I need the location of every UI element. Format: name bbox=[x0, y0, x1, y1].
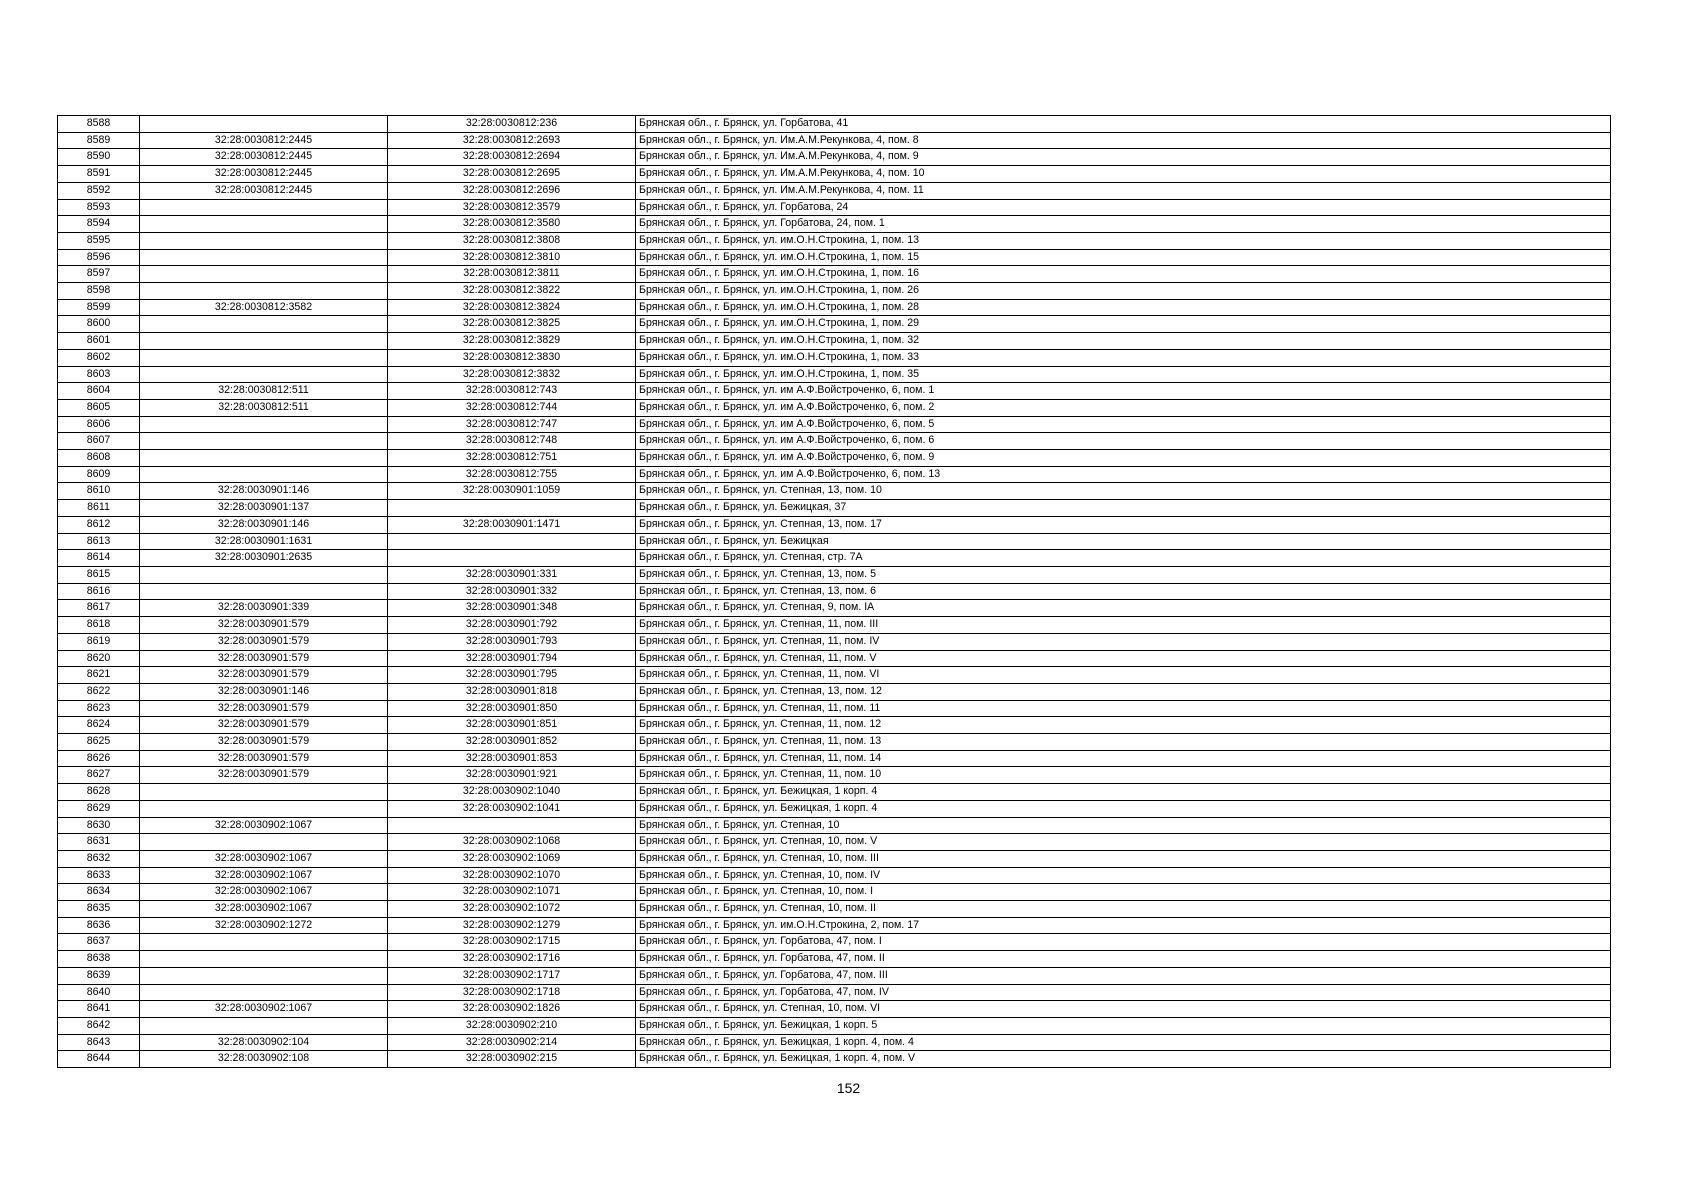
table-row bbox=[58, 1051, 1611, 1068]
address-cell: Брянская обл., г. Брянск, ул. Степная, 11, пом. III bbox=[636, 617, 1611, 634]
table-row bbox=[58, 784, 1611, 801]
cadastral-number-cell: 32:28:0030812:3580 bbox=[388, 216, 636, 233]
parent-cadastral-number-cell: 32:28:0030901:579 bbox=[140, 700, 388, 717]
row-number-cell: 8600 bbox=[58, 316, 140, 333]
table-row bbox=[58, 132, 1611, 149]
address-cell: Брянская обл., г. Брянск, ул. Степная, 9, пом. IA bbox=[636, 600, 1611, 617]
table-row bbox=[58, 366, 1611, 383]
table-row bbox=[58, 633, 1611, 650]
table-row bbox=[58, 767, 1611, 784]
cadastral-number-cell bbox=[388, 533, 636, 550]
parent-cadastral-number-cell bbox=[140, 333, 388, 350]
cadastral-number-cell: 32:28:0030902:1826 bbox=[388, 1001, 636, 1018]
table-row bbox=[58, 700, 1611, 717]
table-row bbox=[58, 683, 1611, 700]
cadastral-number-cell bbox=[388, 817, 636, 834]
table-row bbox=[58, 984, 1611, 1001]
cadastral-number-cell: 32:28:0030812:2695 bbox=[388, 166, 636, 183]
parent-cadastral-number-cell: 32:28:0030812:511 bbox=[140, 399, 388, 416]
address-cell: Брянская обл., г. Брянск, ул. им А.Ф.Войстроченко, 6, пом. 13 bbox=[636, 466, 1611, 483]
table-row bbox=[58, 650, 1611, 667]
row-number-cell: 8627 bbox=[58, 767, 140, 784]
table-row bbox=[58, 266, 1611, 283]
address-cell: Брянская обл., г. Брянск, ул. Степная, 11, пом. 12 bbox=[636, 717, 1611, 734]
address-cell: Брянская обл., г. Брянск, ул. Степная, 10, пом. I bbox=[636, 884, 1611, 901]
parent-cadastral-number-cell bbox=[140, 951, 388, 968]
table-row bbox=[58, 316, 1611, 333]
cadastral-number-cell: 32:28:0030902:1715 bbox=[388, 934, 636, 951]
parent-cadastral-number-cell bbox=[140, 800, 388, 817]
cadastral-number-cell: 32:28:0030812:2694 bbox=[388, 149, 636, 166]
cadastral-number-cell: 32:28:0030812:3830 bbox=[388, 349, 636, 366]
address-cell: Брянская обл., г. Брянск, ул. им.О.Н.Строкина, 2, пом. 17 bbox=[636, 917, 1611, 934]
cadastral-number-cell: 32:28:0030902:1718 bbox=[388, 984, 636, 1001]
cadastral-number-cell: 32:28:0030812:743 bbox=[388, 383, 636, 400]
address-cell: Брянская обл., г. Брянск, ул. им.О.Н.Строкина, 1, пом. 16 bbox=[636, 266, 1611, 283]
address-cell: Брянская обл., г. Брянск, ул. Степная, 13, пом. 5 bbox=[636, 566, 1611, 583]
parent-cadastral-number-cell: 32:28:0030812:3582 bbox=[140, 299, 388, 316]
address-cell: Брянская обл., г. Брянск, ул. Горбатова, 24 bbox=[636, 199, 1611, 216]
table-row bbox=[58, 717, 1611, 734]
row-number-cell: 8602 bbox=[58, 349, 140, 366]
registry-table-body bbox=[58, 116, 1611, 1068]
parent-cadastral-number-cell: 32:28:0030901:137 bbox=[140, 500, 388, 517]
parent-cadastral-number-cell bbox=[140, 266, 388, 283]
row-number-cell: 8641 bbox=[58, 1001, 140, 1018]
row-number-cell: 8610 bbox=[58, 483, 140, 500]
parent-cadastral-number-cell: 32:28:0030902:1067 bbox=[140, 884, 388, 901]
parent-cadastral-number-cell bbox=[140, 232, 388, 249]
row-number-cell: 8624 bbox=[58, 717, 140, 734]
address-cell: Брянская обл., г. Брянск, ул. Бежицкая, 1 корп. 4, пом. V bbox=[636, 1051, 1611, 1068]
row-number-cell: 8609 bbox=[58, 466, 140, 483]
row-number-cell: 8618 bbox=[58, 617, 140, 634]
cadastral-number-cell: 32:28:0030901:332 bbox=[388, 583, 636, 600]
parent-cadastral-number-cell: 32:28:0030902:1067 bbox=[140, 817, 388, 834]
row-number-cell: 8632 bbox=[58, 850, 140, 867]
table-row bbox=[58, 116, 1611, 133]
address-cell: Брянская обл., г. Брянск, ул. им.О.Н.Строкина, 1, пом. 28 bbox=[636, 299, 1611, 316]
parent-cadastral-number-cell: 32:28:0030812:2445 bbox=[140, 132, 388, 149]
table-row bbox=[58, 834, 1611, 851]
parent-cadastral-number-cell: 32:28:0030902:1067 bbox=[140, 1001, 388, 1018]
cadastral-number-cell: 32:28:0030902:1716 bbox=[388, 951, 636, 968]
address-cell: Брянская обл., г. Брянск, ул. Степная, 11, пом. 13 bbox=[636, 734, 1611, 751]
cadastral-number-cell: 32:28:0030902:214 bbox=[388, 1034, 636, 1051]
cadastral-number-cell: 32:28:0030812:3832 bbox=[388, 366, 636, 383]
parent-cadastral-number-cell bbox=[140, 967, 388, 984]
table-row bbox=[58, 333, 1611, 350]
address-cell: Брянская обл., г. Брянск, ул. Им.А.М.Рекункова, 4, пом. 8 bbox=[636, 132, 1611, 149]
row-number-cell: 8638 bbox=[58, 951, 140, 968]
parent-cadastral-number-cell: 32:28:0030901:579 bbox=[140, 650, 388, 667]
address-cell: Брянская обл., г. Брянск, ул. Степная, 10, пом. II bbox=[636, 901, 1611, 918]
parent-cadastral-number-cell: 32:28:0030901:1631 bbox=[140, 533, 388, 550]
cadastral-number-cell: 32:28:0030812:2693 bbox=[388, 132, 636, 149]
address-cell: Брянская обл., г. Брянск, ул. Степная, стр. 7А bbox=[636, 550, 1611, 567]
address-cell: Брянская обл., г. Брянск, ул. Горбатова, 47, пом. IV bbox=[636, 984, 1611, 1001]
parent-cadastral-number-cell bbox=[140, 433, 388, 450]
address-cell: Брянская обл., г. Брянск, ул. им.О.Н.Строкина, 1, пом. 15 bbox=[636, 249, 1611, 266]
cadastral-number-cell: 32:28:0030901:850 bbox=[388, 700, 636, 717]
cadastral-number-cell: 32:28:0030812:755 bbox=[388, 466, 636, 483]
cadastral-number-cell: 32:28:0030812:3811 bbox=[388, 266, 636, 283]
cadastral-number-cell: 32:28:0030812:3824 bbox=[388, 299, 636, 316]
parent-cadastral-number-cell: 32:28:0030901:579 bbox=[140, 633, 388, 650]
cadastral-number-cell: 32:28:0030901:852 bbox=[388, 734, 636, 751]
cadastral-number-cell: 32:28:0030812:3808 bbox=[388, 232, 636, 249]
row-number-cell: 8603 bbox=[58, 366, 140, 383]
address-cell: Брянская обл., г. Брянск, ул. им.О.Н.Строкина, 1, пом. 33 bbox=[636, 349, 1611, 366]
table-row bbox=[58, 867, 1611, 884]
address-cell: Брянская обл., г. Брянск, ул. им.О.Н.Строкина, 1, пом. 29 bbox=[636, 316, 1611, 333]
parent-cadastral-number-cell: 32:28:0030901:579 bbox=[140, 617, 388, 634]
row-number-cell: 8633 bbox=[58, 867, 140, 884]
parent-cadastral-number-cell bbox=[140, 316, 388, 333]
row-number-cell: 8630 bbox=[58, 817, 140, 834]
table-row bbox=[58, 917, 1611, 934]
cadastral-number-cell: 32:28:0030901:1471 bbox=[388, 516, 636, 533]
table-row bbox=[58, 817, 1611, 834]
parent-cadastral-number-cell bbox=[140, 1017, 388, 1034]
address-cell: Брянская обл., г. Брянск, ул. им.О.Н.Строкина, 1, пом. 26 bbox=[636, 283, 1611, 300]
row-number-cell: 8598 bbox=[58, 283, 140, 300]
cadastral-number-cell: 32:28:0030812:236 bbox=[388, 116, 636, 133]
parent-cadastral-number-cell: 32:28:0030902:1067 bbox=[140, 901, 388, 918]
page-number: 152 bbox=[836, 1080, 861, 1096]
row-number-cell: 8644 bbox=[58, 1051, 140, 1068]
cadastral-number-cell: 32:28:0030902:1040 bbox=[388, 784, 636, 801]
parent-cadastral-number-cell bbox=[140, 784, 388, 801]
address-cell: Брянская обл., г. Брянск, ул. Горбатова, 47, пом. II bbox=[636, 951, 1611, 968]
table-row bbox=[58, 299, 1611, 316]
table-row bbox=[58, 600, 1611, 617]
parent-cadastral-number-cell: 32:28:0030901:579 bbox=[140, 767, 388, 784]
parent-cadastral-number-cell bbox=[140, 583, 388, 600]
parent-cadastral-number-cell: 32:28:0030901:579 bbox=[140, 667, 388, 684]
cadastral-number-cell: 32:28:0030902:210 bbox=[388, 1017, 636, 1034]
row-number-cell: 8631 bbox=[58, 834, 140, 851]
row-number-cell: 8621 bbox=[58, 667, 140, 684]
table-row bbox=[58, 550, 1611, 567]
parent-cadastral-number-cell: 32:28:0030812:2445 bbox=[140, 182, 388, 199]
row-number-cell: 8637 bbox=[58, 934, 140, 951]
row-number-cell: 8590 bbox=[58, 149, 140, 166]
address-cell: Брянская обл., г. Брянск, ул. им А.Ф.Войстроченко, 6, пом. 5 bbox=[636, 416, 1611, 433]
cadastral-number-cell: 32:28:0030901:793 bbox=[388, 633, 636, 650]
address-cell: Брянская обл., г. Брянск, ул. им А.Ф.Войстроченко, 6, пом. 6 bbox=[636, 433, 1611, 450]
row-number-cell: 8643 bbox=[58, 1034, 140, 1051]
parent-cadastral-number-cell: 32:28:0030901:146 bbox=[140, 683, 388, 700]
cadastral-number-cell: 32:28:0030812:748 bbox=[388, 433, 636, 450]
cadastral-number-cell: 32:28:0030901:794 bbox=[388, 650, 636, 667]
row-number-cell: 8613 bbox=[58, 533, 140, 550]
parent-cadastral-number-cell: 32:28:0030901:579 bbox=[140, 750, 388, 767]
cadastral-number-cell: 32:28:0030812:2696 bbox=[388, 182, 636, 199]
row-number-cell: 8642 bbox=[58, 1017, 140, 1034]
row-number-cell: 8591 bbox=[58, 166, 140, 183]
cadastral-number-cell: 32:28:0030901:795 bbox=[388, 667, 636, 684]
table-row bbox=[58, 1001, 1611, 1018]
parent-cadastral-number-cell bbox=[140, 216, 388, 233]
row-number-cell: 8611 bbox=[58, 500, 140, 517]
table-row bbox=[58, 500, 1611, 517]
cadastral-number-cell: 32:28:0030901:792 bbox=[388, 617, 636, 634]
row-number-cell: 8620 bbox=[58, 650, 140, 667]
address-cell: Брянская обл., г. Брянск, ул. Степная, 10, пом. IV bbox=[636, 867, 1611, 884]
table-row bbox=[58, 566, 1611, 583]
table-row bbox=[58, 850, 1611, 867]
row-number-cell: 8623 bbox=[58, 700, 140, 717]
table-row bbox=[58, 416, 1611, 433]
parent-cadastral-number-cell: 32:28:0030901:2635 bbox=[140, 550, 388, 567]
parent-cadastral-number-cell: 32:28:0030902:1067 bbox=[140, 867, 388, 884]
cadastral-number-cell: 32:28:0030902:1070 bbox=[388, 867, 636, 884]
table-row bbox=[58, 483, 1611, 500]
row-number-cell: 8612 bbox=[58, 516, 140, 533]
row-number-cell: 8588 bbox=[58, 116, 140, 133]
address-cell: Брянская обл., г. Брянск, ул. Степная, 13, пом. 10 bbox=[636, 483, 1611, 500]
parent-cadastral-number-cell bbox=[140, 466, 388, 483]
table-row bbox=[58, 433, 1611, 450]
table-row bbox=[58, 349, 1611, 366]
address-cell: Брянская обл., г. Брянск, ул. Степная, 10 bbox=[636, 817, 1611, 834]
row-number-cell: 8608 bbox=[58, 450, 140, 467]
table-row bbox=[58, 617, 1611, 634]
table-row bbox=[58, 516, 1611, 533]
table-row bbox=[58, 450, 1611, 467]
parent-cadastral-number-cell: 32:28:0030901:146 bbox=[140, 516, 388, 533]
table-row bbox=[58, 283, 1611, 300]
row-number-cell: 8605 bbox=[58, 399, 140, 416]
address-cell: Брянская обл., г. Брянск, ул. Степная, 11, пом. 10 bbox=[636, 767, 1611, 784]
row-number-cell: 8592 bbox=[58, 182, 140, 199]
address-cell: Брянская обл., г. Брянск, ул. Горбатова, 47, пом. I bbox=[636, 934, 1611, 951]
row-number-cell: 8639 bbox=[58, 967, 140, 984]
row-number-cell: 8636 bbox=[58, 917, 140, 934]
parent-cadastral-number-cell bbox=[140, 934, 388, 951]
parent-cadastral-number-cell bbox=[140, 834, 388, 851]
parent-cadastral-number-cell: 32:28:0030902:1272 bbox=[140, 917, 388, 934]
row-number-cell: 8625 bbox=[58, 734, 140, 751]
cadastral-number-cell: 32:28:0030901:853 bbox=[388, 750, 636, 767]
parent-cadastral-number-cell bbox=[140, 366, 388, 383]
address-cell: Брянская обл., г. Брянск, ул. Бежицкая bbox=[636, 533, 1611, 550]
row-number-cell: 8589 bbox=[58, 132, 140, 149]
cadastral-number-cell: 32:28:0030902:1071 bbox=[388, 884, 636, 901]
row-number-cell: 8601 bbox=[58, 333, 140, 350]
address-cell: Брянская обл., г. Брянск, ул. Им.А.М.Рекункова, 4, пом. 9 bbox=[636, 149, 1611, 166]
table-row bbox=[58, 149, 1611, 166]
table-row bbox=[58, 216, 1611, 233]
parent-cadastral-number-cell: 32:28:0030901:579 bbox=[140, 734, 388, 751]
table-row bbox=[58, 1017, 1611, 1034]
cadastral-number-cell: 32:28:0030901:1059 bbox=[388, 483, 636, 500]
row-number-cell: 8626 bbox=[58, 750, 140, 767]
row-number-cell: 8597 bbox=[58, 266, 140, 283]
cadastral-number-cell: 32:28:0030901:818 bbox=[388, 683, 636, 700]
table-row bbox=[58, 182, 1611, 199]
table-row bbox=[58, 967, 1611, 984]
cadastral-number-cell: 32:28:0030812:747 bbox=[388, 416, 636, 433]
address-cell: Брянская обл., г. Брянск, ул. им.О.Н.Строкина, 1, пом. 32 bbox=[636, 333, 1611, 350]
address-cell: Брянская обл., г. Брянск, ул. им А.Ф.Войстроченко, 6, пом. 9 bbox=[636, 450, 1611, 467]
address-cell: Брянская обл., г. Брянск, ул. Им.А.М.Рекункова, 4, пом. 11 bbox=[636, 182, 1611, 199]
table-row bbox=[58, 166, 1611, 183]
cadastral-number-cell: 32:28:0030812:3825 bbox=[388, 316, 636, 333]
table-row bbox=[58, 249, 1611, 266]
address-cell: Брянская обл., г. Брянск, ул. Степная, 11, пом. V bbox=[636, 650, 1611, 667]
table-row bbox=[58, 884, 1611, 901]
parent-cadastral-number-cell bbox=[140, 116, 388, 133]
parent-cadastral-number-cell bbox=[140, 984, 388, 1001]
row-number-cell: 8615 bbox=[58, 566, 140, 583]
address-cell: Брянская обл., г. Брянск, ул. им.О.Н.Строкина, 1, пом. 13 bbox=[636, 232, 1611, 249]
table-row bbox=[58, 901, 1611, 918]
row-number-cell: 8593 bbox=[58, 199, 140, 216]
cadastral-number-cell: 32:28:0030812:3810 bbox=[388, 249, 636, 266]
parent-cadastral-number-cell bbox=[140, 199, 388, 216]
cadastral-number-cell: 32:28:0030901:348 bbox=[388, 600, 636, 617]
cadastral-number-cell bbox=[388, 500, 636, 517]
cadastral-number-cell bbox=[388, 550, 636, 567]
address-cell: Брянская обл., г. Брянск, ул. Бежицкая, 37 bbox=[636, 500, 1611, 517]
address-cell: Брянская обл., г. Брянск, ул. Степная, 13, пом. 17 bbox=[636, 516, 1611, 533]
row-number-cell: 8607 bbox=[58, 433, 140, 450]
parent-cadastral-number-cell bbox=[140, 283, 388, 300]
table-row bbox=[58, 951, 1611, 968]
address-cell: Брянская обл., г. Брянск, ул. им.О.Н.Строкина, 1, пом. 35 bbox=[636, 366, 1611, 383]
parent-cadastral-number-cell: 32:28:0030812:511 bbox=[140, 383, 388, 400]
row-number-cell: 8617 bbox=[58, 600, 140, 617]
address-cell: Брянская обл., г. Брянск, ул. Степная, 10, пом. VI bbox=[636, 1001, 1611, 1018]
row-number-cell: 8628 bbox=[58, 784, 140, 801]
cadastral-number-cell: 32:28:0030812:3579 bbox=[388, 199, 636, 216]
table-row bbox=[58, 667, 1611, 684]
parent-cadastral-number-cell: 32:28:0030901:339 bbox=[140, 600, 388, 617]
parent-cadastral-number-cell: 32:28:0030902:104 bbox=[140, 1034, 388, 1051]
table-row bbox=[58, 934, 1611, 951]
table-row bbox=[58, 399, 1611, 416]
address-cell: Брянская обл., г. Брянск, ул. Степная, 11, пом. 14 bbox=[636, 750, 1611, 767]
parent-cadastral-number-cell: 32:28:0030902:108 bbox=[140, 1051, 388, 1068]
cadastral-number-cell: 32:28:0030902:1068 bbox=[388, 834, 636, 851]
address-cell: Брянская обл., г. Брянск, ул. Им.А.М.Рекункова, 4, пом. 10 bbox=[636, 166, 1611, 183]
cadastral-number-cell: 32:28:0030902:1717 bbox=[388, 967, 636, 984]
table-row bbox=[58, 232, 1611, 249]
parent-cadastral-number-cell: 32:28:0030812:2445 bbox=[140, 149, 388, 166]
row-number-cell: 8595 bbox=[58, 232, 140, 249]
row-number-cell: 8614 bbox=[58, 550, 140, 567]
parent-cadastral-number-cell: 32:28:0030901:579 bbox=[140, 717, 388, 734]
row-number-cell: 8634 bbox=[58, 884, 140, 901]
parent-cadastral-number-cell: 32:28:0030901:146 bbox=[140, 483, 388, 500]
address-cell: Брянская обл., г. Брянск, ул. Степная, 11, пом. VI bbox=[636, 667, 1611, 684]
table-row bbox=[58, 583, 1611, 600]
address-cell: Брянская обл., г. Брянск, ул. Бежицкая, 1 корп. 4, пом. 4 bbox=[636, 1034, 1611, 1051]
address-cell: Брянская обл., г. Брянск, ул. Горбатова, 41 bbox=[636, 116, 1611, 133]
address-cell: Брянская обл., г. Брянск, ул. Степная, 13, пом. 6 bbox=[636, 583, 1611, 600]
address-cell: Брянская обл., г. Брянск, ул. Горбатова, 24, пом. 1 bbox=[636, 216, 1611, 233]
row-number-cell: 8594 bbox=[58, 216, 140, 233]
address-cell: Брянская обл., г. Брянск, ул. Степная, 11, пом. 11 bbox=[636, 700, 1611, 717]
cadastral-number-cell: 32:28:0030902:1072 bbox=[388, 901, 636, 918]
cadastral-number-cell: 32:28:0030902:1041 bbox=[388, 800, 636, 817]
address-cell: Брянская обл., г. Брянск, ул. Бежицкая, 1 корп. 4 bbox=[636, 784, 1611, 801]
cadastral-number-cell: 32:28:0030902:215 bbox=[388, 1051, 636, 1068]
row-number-cell: 8596 bbox=[58, 249, 140, 266]
row-number-cell: 8622 bbox=[58, 683, 140, 700]
address-cell: Брянская обл., г. Брянск, ул. Степная, 13, пом. 12 bbox=[636, 683, 1611, 700]
table-row bbox=[58, 466, 1611, 483]
parent-cadastral-number-cell bbox=[140, 416, 388, 433]
cadastral-number-cell: 32:28:0030812:751 bbox=[388, 450, 636, 467]
row-number-cell: 8604 bbox=[58, 383, 140, 400]
address-cell: Брянская обл., г. Брянск, ул. им А.Ф.Войстроченко, 6, пом. 2 bbox=[636, 399, 1611, 416]
parent-cadastral-number-cell: 32:28:0030812:2445 bbox=[140, 166, 388, 183]
row-number-cell: 8635 bbox=[58, 901, 140, 918]
address-cell: Брянская обл., г. Брянск, ул. Степная, 10, пом. III bbox=[636, 850, 1611, 867]
parent-cadastral-number-cell bbox=[140, 450, 388, 467]
row-number-cell: 8599 bbox=[58, 299, 140, 316]
parent-cadastral-number-cell bbox=[140, 566, 388, 583]
row-number-cell: 8640 bbox=[58, 984, 140, 1001]
address-cell: Брянская обл., г. Брянск, ул. Степная, 10, пом. V bbox=[636, 834, 1611, 851]
row-number-cell: 8616 bbox=[58, 583, 140, 600]
parent-cadastral-number-cell: 32:28:0030902:1067 bbox=[140, 850, 388, 867]
address-cell: Брянская обл., г. Брянск, ул. Горбатова, 47, пом. III bbox=[636, 967, 1611, 984]
table-row bbox=[58, 734, 1611, 751]
cadastral-number-cell: 32:28:0030901:851 bbox=[388, 717, 636, 734]
table-row bbox=[58, 1034, 1611, 1051]
cadastral-number-cell: 32:28:0030812:3822 bbox=[388, 283, 636, 300]
cadastral-number-cell: 32:28:0030902:1279 bbox=[388, 917, 636, 934]
cadastral-number-cell: 32:28:0030812:3829 bbox=[388, 333, 636, 350]
cadastral-number-cell: 32:28:0030902:1069 bbox=[388, 850, 636, 867]
address-cell: Брянская обл., г. Брянск, ул. Степная, 11, пом. IV bbox=[636, 633, 1611, 650]
table-row bbox=[58, 383, 1611, 400]
parent-cadastral-number-cell bbox=[140, 249, 388, 266]
parent-cadastral-number-cell bbox=[140, 349, 388, 366]
table-row bbox=[58, 533, 1611, 550]
table-row bbox=[58, 750, 1611, 767]
cadastral-number-cell: 32:28:0030901:921 bbox=[388, 767, 636, 784]
cadastral-number-cell: 32:28:0030901:331 bbox=[388, 566, 636, 583]
row-number-cell: 8606 bbox=[58, 416, 140, 433]
row-number-cell: 8619 bbox=[58, 633, 140, 650]
address-cell: Брянская обл., г. Брянск, ул. им А.Ф.Войстроченко, 6, пом. 1 bbox=[636, 383, 1611, 400]
registry-table bbox=[57, 115, 1611, 1068]
address-cell: Брянская обл., г. Брянск, ул. Бежицкая, 1 корп. 4 bbox=[636, 800, 1611, 817]
row-number-cell: 8629 bbox=[58, 800, 140, 817]
cadastral-number-cell: 32:28:0030812:744 bbox=[388, 399, 636, 416]
table-row bbox=[58, 199, 1611, 216]
table-row bbox=[58, 800, 1611, 817]
address-cell: Брянская обл., г. Брянск, ул. Бежицкая, 1 корп. 5 bbox=[636, 1017, 1611, 1034]
